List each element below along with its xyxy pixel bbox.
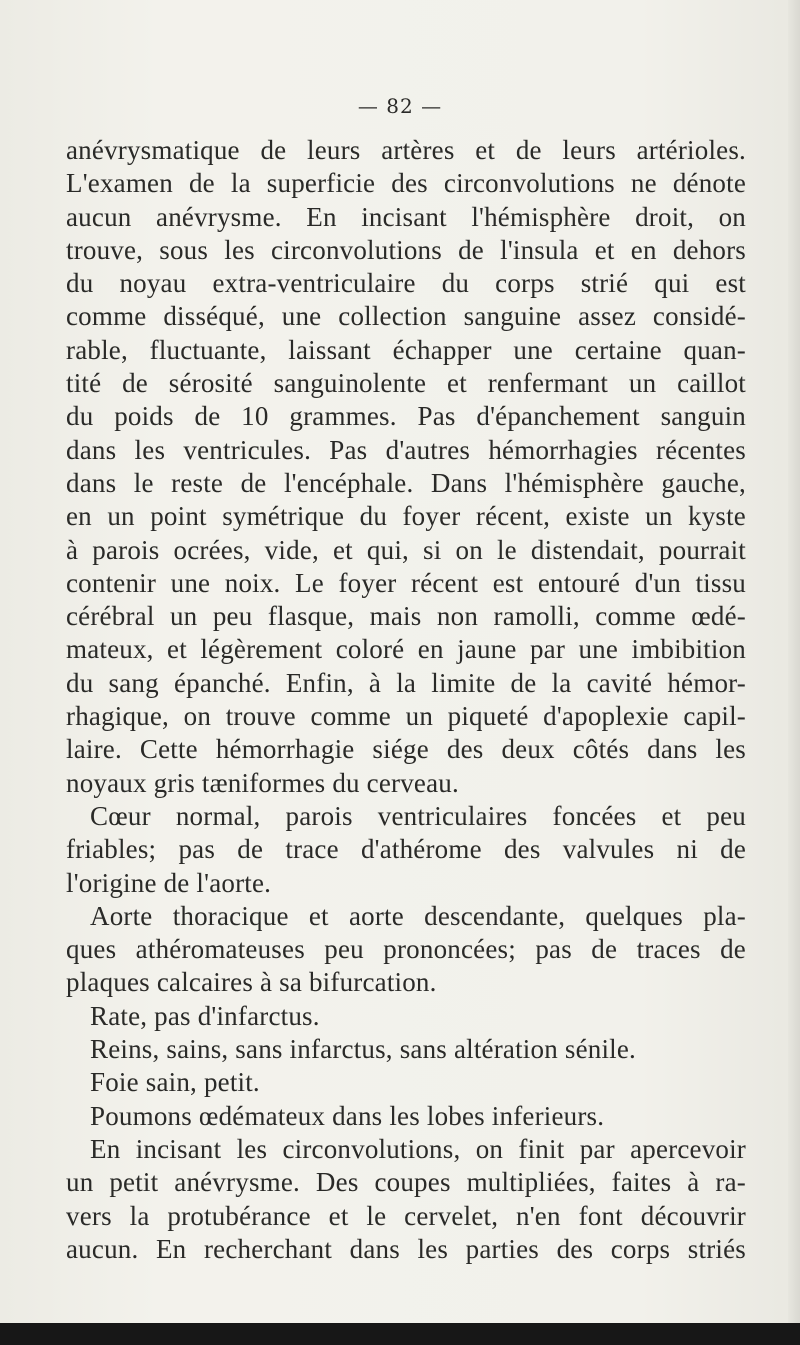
text-line: laire. Cette hémorrhagie siége des deux côtés dans les (66, 734, 746, 765)
text-line: Reins, sains, sans infarctus, sans altération sénile. (90, 1034, 636, 1065)
text-line: Rate, pas d'infarctus. (90, 1000, 320, 1031)
text-line: noyaux gris tæniformes du cerveau. (66, 767, 459, 798)
text-line: rhagique, on trouve comme un piqueté d'apoplexie capil- (66, 701, 746, 732)
text-line: dans les ventricules. Pas d'autres hémorrhagies récentes (66, 434, 746, 465)
body-text (66, 134, 746, 1266)
text-line: aucun. En recherchant dans les parties des corps striés (66, 1233, 746, 1264)
text-line: aucun anévrysme. En incisant l'hémisphère droit, on (66, 201, 746, 232)
text-line: trouve, sous les circonvolutions de l'insula et en dehors (66, 234, 746, 265)
text-line: Foie sain, petit. (90, 1067, 260, 1098)
text-line: cérébral un peu flasque, mais non ramolli, comme œdé- (66, 601, 746, 632)
text-line: dans le reste de l'encéphale. Dans l'hémisphère gauche, (66, 467, 746, 498)
text-line: comme disséqué, une collection sanguine assez considé- (66, 301, 746, 332)
page-number: — 82 — (357, 94, 443, 118)
text-line: mateux, et légèrement coloré en jaune par une imbibition (66, 634, 746, 665)
text-line: anévrysmatique de leurs artères et de leurs artérioles. (66, 135, 746, 165)
text-line: du noyau extra-ventriculaire du corps strié qui est (66, 268, 746, 299)
text-line: rable, fluctuante, laissant échapper une certaine quan- (66, 334, 746, 365)
text-line: friables; pas de trace d'athérome des valvules ni de (66, 834, 746, 865)
scan-bottom-border (0, 1323, 800, 1345)
text-line: du sang épanché. Enfin, à la limite de la cavité hémor- (66, 667, 746, 698)
text-line: Cœur normal, parois ventriculaires foncées et peu (90, 800, 746, 831)
text-line: en un point symétrique du foyer récent, existe un kyste (66, 501, 746, 532)
text-line: un petit anévrysme. Des coupes multipliées, faites à ra- (66, 1167, 746, 1198)
text-line: Poumons œdémateux dans les lobes inferieurs. (90, 1100, 605, 1131)
text-line: ques athéromateuses peu prononcées; pas de traces de (66, 934, 746, 965)
text-line: tité de sérosité sanguinolente et renfermant un caillot (66, 368, 746, 399)
text-line: contenir une noix. Le foyer récent est entouré d'un tissu (66, 567, 746, 598)
text-line: L'examen de la superficie des circonvolutions ne dénote (66, 168, 746, 199)
text-line: à parois ocrées, vide, et qui, si on le distendait, pourrait (66, 534, 746, 565)
text-line: plaques calcaires à sa bifurcation. (66, 967, 437, 998)
text-line: l'origine de l'aorte. (66, 867, 272, 898)
page-edge-shadow (788, 0, 800, 1345)
text-line: vers la protubérance et le cervelet, n'en font découvrir (66, 1200, 746, 1231)
text-line: du poids de 10 grammes. Pas d'épanchement sanguin (66, 401, 746, 432)
text-line: Aorte thoracique et aorte descendante, quelques pla- (90, 900, 746, 931)
text-line: En incisant les circonvolutions, on finit par apercevoir (90, 1133, 746, 1164)
